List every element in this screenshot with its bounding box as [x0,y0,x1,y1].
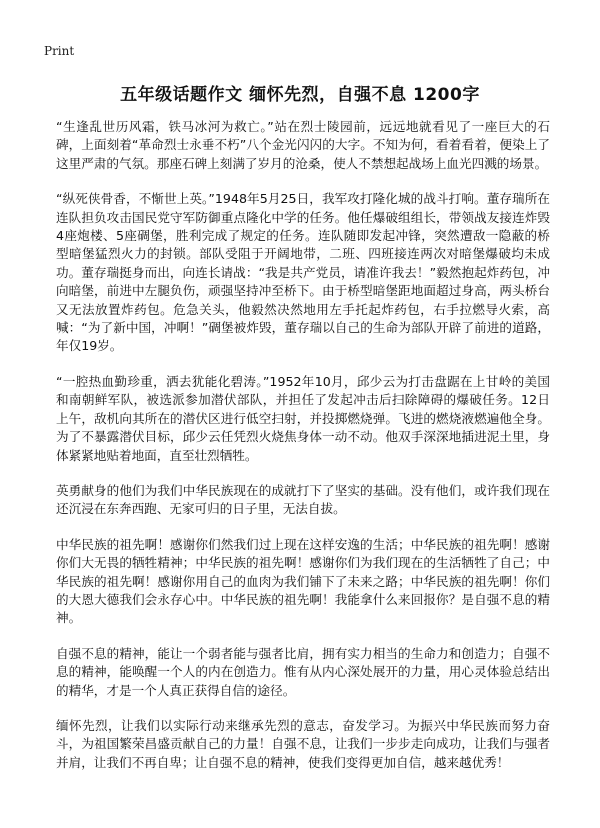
article-title: 五年级话题作文 缅怀先烈，自强不息 1200字 [120,85,480,105]
article-paragraph: “纵死侠骨香，不惭世上英。”1948年5月25日，我军攻打隆化城的战斗打响。董存瑞所在连队担负攻击国民党守军防御重点隆化中学的任务。他任爆破组组长，带领战友接连炸毁4座炮楼、5座碉堡，胜利完成了规定的任务。连队随即发起冲锋，突然遭敌一隐蔽的桥型暗堡猛烈火力的封锁。部队受阻于开阔地带，二班、四班接连两次对暗堡爆破均未成功。董存瑞挺身而出，向连长请战：“我是共产党员，请准许我去！”毅然抱起炸药包，冲向暗堡，前进中左腿负伤，顽强坚持冲至桥下。由于桥型暗堡距地面超过身高，两头桥台又无法放置炸药包。危急关头，他毅然决然地用左手托起炸药包，右手拉燃导火索，高喊：“为了新中国，冲啊！”碉堡被炸毁，董存瑞以自己的生命为部队开辟了前进的道路，年仅19岁。 [56,191,550,354]
article-paragraph: 英勇献身的他们为我们中华民族现在的成就打下了坚实的基础。没有他们，或许我们现在还沉浸在东奔西跑、无家可归的日子里，无法自拔。 [56,482,550,517]
article-paragraph: “生逢乱世历风霜，铁马冰河为救亡。”站在烈士陵园前，远远地就看见了一座巨大的石碑，上面刻着“革命烈士永垂不朽”八个金光闪闪的大字。不知为何，看着看着，便染上了这里严肃的气氛。那座石碑上刻满了岁月的沧桑，使人不禁想起战场上血光四溅的场景。 [56,119,550,171]
article-paragraph: 中华民族的祖先啊！感谢你们然我们过上现在这样安逸的生活；中华民族的祖先啊！感谢你们大无畏的牺牲精神；中华民族的祖先啊！感谢你们为我们现在的生活牺牲了自己；中华民族的祖先啊！感谢你用自己的血肉为我们铺下了未来之路；中华民族的祖先啊！你们的大恩大德我们会永存心中。中华民族的祖先啊！我能拿什么来回报你？是自强不息的精神。 [56,536,550,626]
article-paragraph: 自强不息的精神，能让一个弱者能与强者比肩，拥有实力相当的生命力和创造力；自强不息的精神，能唤醒一个人的内在创造力。惟有从内心深处展开的力量，用心灵体验总结出的精华，才是一个人真正获得自信的途径。 [56,645,550,698]
print-link[interactable]: Print [44,44,75,58]
article-paragraph: 缅怀先烈，让我们以实际行动来继承先烈的意志，奋发学习。为振兴中华民族而努力奋斗，为祖国繁荣昌盛贡献自己的力量！自强不息，让我们一步步走向成功，让我们与强者并肩，让我们不再自卑；让自强不息的精神，使我们变得更加自信，越来越优秀！ [56,717,550,770]
article-paragraph: “一腔热血勤珍重，洒去犹能化碧涛。”1952年10月，邱少云为打击盘踞在上甘岭的美国和南朝鲜军队，被选派参加潜伏部队，并担任了发起冲击后扫除障碍的爆破任务。12日上午，敌机向其所在的潜伏区进行低空扫射，并投掷燃烧弹。飞进的燃烧液燃遍他全身。为了不暴露潜伏目标，邱少云任凭烈火烧焦身体一动不动。他双手深深地插进泥土里，身体紧紧地贴着地面，直至壮烈牺牲。 [56,373,550,463]
article-body [56,118,550,789]
